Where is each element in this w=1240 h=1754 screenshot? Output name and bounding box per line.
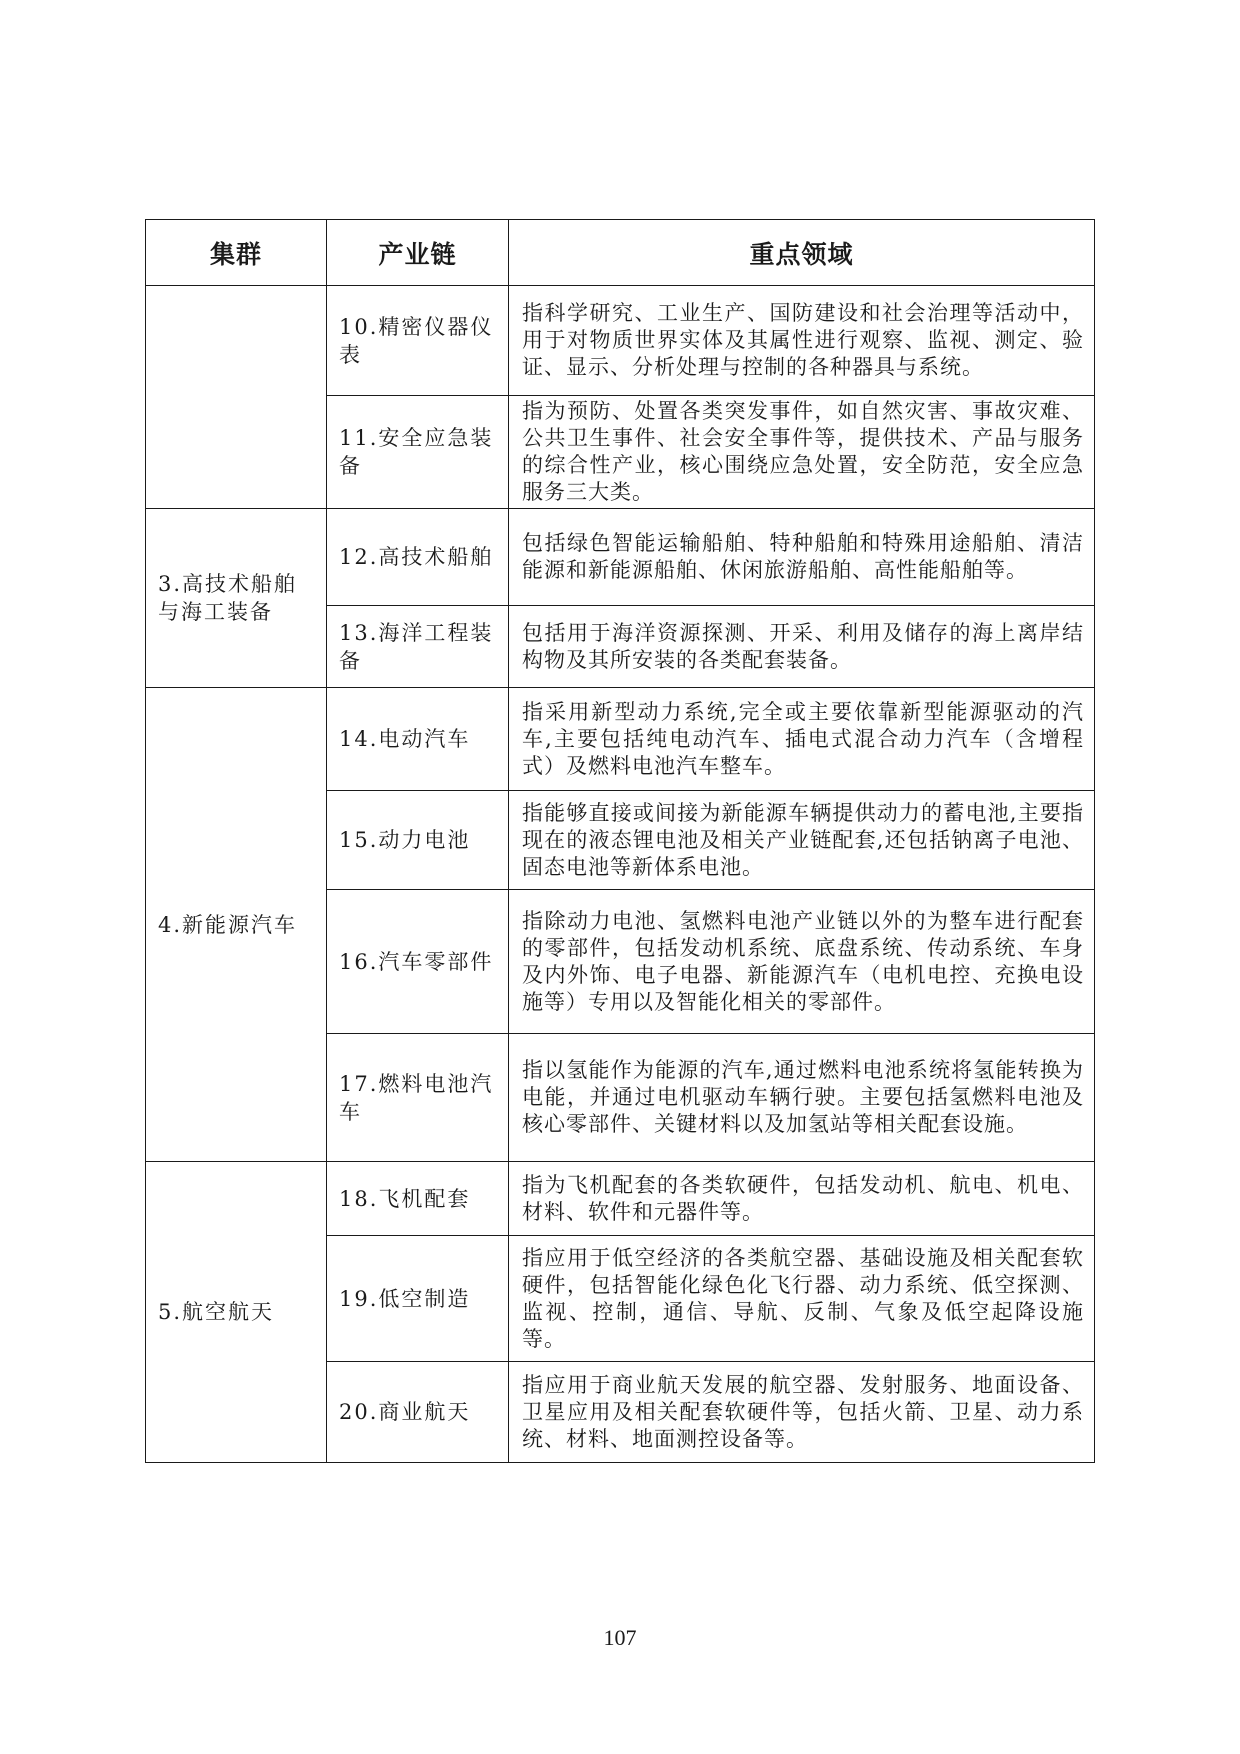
focus-cell: 指能够直接或间接为新能源车辆提供动力的蓄电池,主要指现在的液态锂电池及相关产业链配套,还包括钠离子电池、固态电池等新体系电池。	[509, 791, 1095, 890]
cluster-cell: 3.高技术船舶与海工装备	[146, 509, 327, 688]
chain-cell: 19.低空制造	[327, 1236, 509, 1362]
industry-table	[145, 219, 1095, 1463]
chain-cell: 20.商业航天	[327, 1362, 509, 1463]
cluster-cell: 5.航空航天	[146, 1162, 327, 1463]
table-row	[146, 688, 1095, 791]
header-chain: 产业链	[327, 220, 509, 286]
focus-cell: 指除动力电池、氢燃料电池产业链以外的为整车进行配套的零部件，包括发动机系统、底盘系统、传动系统、车身及内外饰、电子电器、新能源汽车（电机电控、充换电设施等）专用以及智能化相关的零部件。	[509, 890, 1095, 1034]
focus-cell: 包括绿色智能运输船舶、特种船舶和特殊用途船舶、清洁能源和新能源船舶、休闲旅游船舶、高性能船舶等。	[509, 509, 1095, 606]
focus-cell: 指采用新型动力系统,完全或主要依靠新型能源驱动的汽车,主要包括纯电动汽车、插电式混合动力汽车（含增程式）及燃料电池汽车整车。	[509, 688, 1095, 791]
header-cluster: 集群	[146, 220, 327, 286]
focus-cell: 指科学研究、工业生产、国防建设和社会治理等活动中，用于对物质世界实体及其属性进行观察、监视、测定、验证、显示、分析处理与控制的各种器具与系统。	[509, 286, 1095, 396]
focus-cell: 指以氢能作为能源的汽车,通过燃料电池系统将氢能转换为电能，并通过电机驱动车辆行驶。主要包括氢燃料电池及核心零部件、关键材料以及加氢站等相关配套设施。	[509, 1034, 1095, 1162]
table-row	[146, 286, 1095, 396]
chain-cell: 15.动力电池	[327, 791, 509, 890]
chain-cell: 13.海洋工程装备	[327, 606, 509, 688]
chain-cell: 18.飞机配套	[327, 1162, 509, 1236]
focus-cell: 指为预防、处置各类突发事件，如自然灾害、事故灾难、公共卫生事件、社会安全事件等，提供技术、产品与服务的综合性产业，核心围绕应急处置，安全防范，安全应急服务三大类。	[509, 396, 1095, 509]
table-row	[146, 1162, 1095, 1236]
chain-cell: 11.安全应急装备	[327, 396, 509, 509]
chain-cell: 12.高技术船舶	[327, 509, 509, 606]
chain-cell: 10.精密仪器仪表	[327, 286, 509, 396]
focus-cell: 包括用于海洋资源探测、开采、利用及储存的海上离岸结构物及其所安装的各类配套装备。	[509, 606, 1095, 688]
focus-cell: 指应用于商业航天发展的航空器、发射服务、地面设备、卫星应用及相关配套软硬件等，包括火箭、卫星、动力系统、材料、地面测控设备等。	[509, 1362, 1095, 1463]
table-row	[146, 509, 1095, 606]
cluster-cell: 4.新能源汽车	[146, 688, 327, 1162]
chain-cell: 16.汽车零部件	[327, 890, 509, 1034]
header-focus: 重点领域	[509, 220, 1095, 286]
page-number: 107	[603, 1625, 637, 1650]
cluster-cell-continued	[146, 286, 327, 509]
table-header-row	[146, 220, 1095, 286]
focus-cell: 指应用于低空经济的各类航空器、基础设施及相关配套软硬件，包括智能化绿色化飞行器、动力系统、低空探测、监视、控制，通信、导航、反制、气象及低空起降设施等。	[509, 1236, 1095, 1362]
chain-cell: 17.燃料电池汽车	[327, 1034, 509, 1162]
chain-cell: 14.电动汽车	[327, 688, 509, 791]
focus-cell: 指为飞机配套的各类软硬件，包括发动机、航电、机电、材料、软件和元器件等。	[509, 1162, 1095, 1236]
